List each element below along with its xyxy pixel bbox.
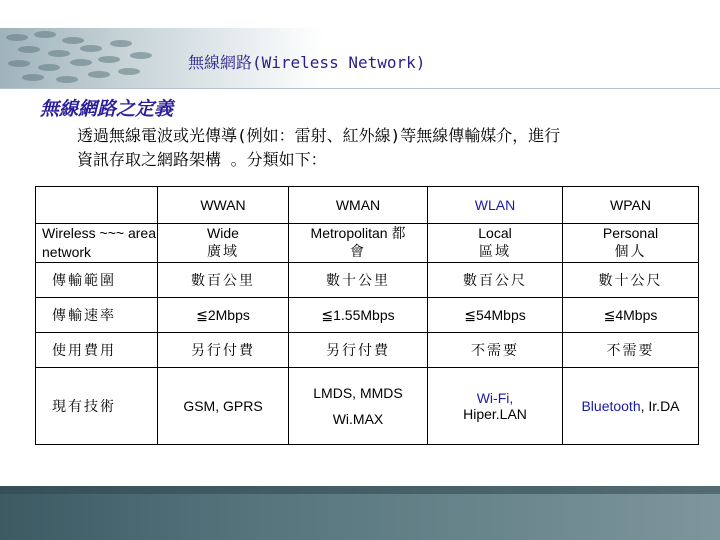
row-label-area-line-2: network bbox=[42, 244, 92, 260]
row-label-cost: 使用費用 bbox=[36, 333, 158, 368]
table-corner-cell bbox=[36, 187, 158, 224]
intro-line-1: 透過無線電波或光傳導(例如：雷射、紅外線)等無線傳輸媒介，進行 bbox=[77, 126, 561, 145]
table-cell: ≦2Mbps bbox=[158, 298, 289, 333]
table-cell: 數百公里 bbox=[158, 263, 289, 298]
cell-zh-text: 廣域 bbox=[207, 244, 239, 260]
table-cell: 不需要 bbox=[428, 333, 563, 368]
table-cell bbox=[428, 224, 563, 263]
cell-en-text: Wide bbox=[207, 225, 239, 241]
table-cell: GSM, GPRS bbox=[158, 368, 289, 445]
column-header-wwan: WWAN bbox=[158, 187, 289, 224]
table-cell: ≦54Mbps bbox=[428, 298, 563, 333]
slide-header-title: 無線網路(Wireless Network) bbox=[188, 53, 426, 72]
table-cell bbox=[428, 368, 563, 445]
table-cell: 數十公里 bbox=[289, 263, 428, 298]
row-label-speed: 傳輸速率 bbox=[36, 298, 158, 333]
table-cell: 另行付費 bbox=[289, 333, 428, 368]
table-cell bbox=[158, 224, 289, 263]
cell-zh-text: 個人 bbox=[614, 244, 647, 260]
cell-text-bluetooth: Bluetooth bbox=[581, 398, 641, 414]
cell-line-2: Hiper.LAN bbox=[463, 406, 527, 422]
table-row-speed bbox=[36, 298, 699, 333]
column-header-wlan: WLAN bbox=[428, 187, 563, 224]
cell-en-text: Metropolitan 都 bbox=[310, 225, 406, 241]
table-row-technology bbox=[36, 368, 699, 445]
table-cell: ≦1.55Mbps bbox=[289, 298, 428, 333]
table-cell: 另行付費 bbox=[158, 333, 289, 368]
table-row-cost bbox=[36, 333, 699, 368]
table-cell bbox=[563, 368, 699, 445]
table-row-range bbox=[36, 263, 699, 298]
cell-en-text: Personal bbox=[602, 225, 659, 241]
cell-line-2: Wi.MAX bbox=[332, 411, 384, 427]
intro-paragraph bbox=[77, 124, 697, 172]
section-title: 無線網路之定義 bbox=[40, 98, 174, 120]
row-label-area-line-1: Wireless ~~~ area bbox=[42, 225, 156, 241]
fish-school-decoration bbox=[0, 28, 170, 88]
cell-zh-text: 區域 bbox=[479, 244, 511, 260]
cell-line-1: LMDS, MMDS bbox=[313, 385, 403, 401]
table-cell bbox=[289, 224, 428, 263]
cell-text-irda: , Ir.DA bbox=[640, 398, 680, 414]
table-cell: ≦4Mbps bbox=[563, 298, 699, 333]
table-cell bbox=[289, 368, 428, 445]
row-label-range: 傳輸範圍 bbox=[36, 263, 158, 298]
table-cell: 數百公尺 bbox=[428, 263, 563, 298]
column-header-wpan: WPAN bbox=[563, 187, 699, 224]
table-cell: 數十公尺 bbox=[563, 263, 699, 298]
table-row-area bbox=[36, 224, 699, 263]
intro-line-2: 資訊存取之網路架構 。分類如下： bbox=[77, 150, 327, 169]
cell-en-text: Local bbox=[478, 225, 512, 241]
table-header-row bbox=[36, 187, 699, 224]
footer-shade bbox=[0, 486, 720, 494]
row-label-technology: 現有技術 bbox=[36, 368, 158, 445]
cell-zh-text: 會 bbox=[350, 244, 366, 260]
column-header-wman: WMAN bbox=[289, 187, 428, 224]
cell-line-1: Wi-Fi, bbox=[476, 390, 514, 406]
table-cell: 不需要 bbox=[563, 333, 699, 368]
row-label-area bbox=[36, 224, 158, 263]
header-divider bbox=[0, 88, 720, 89]
footer-banner bbox=[0, 486, 720, 540]
wireless-network-comparison-table bbox=[35, 186, 699, 445]
table-cell bbox=[563, 224, 699, 263]
